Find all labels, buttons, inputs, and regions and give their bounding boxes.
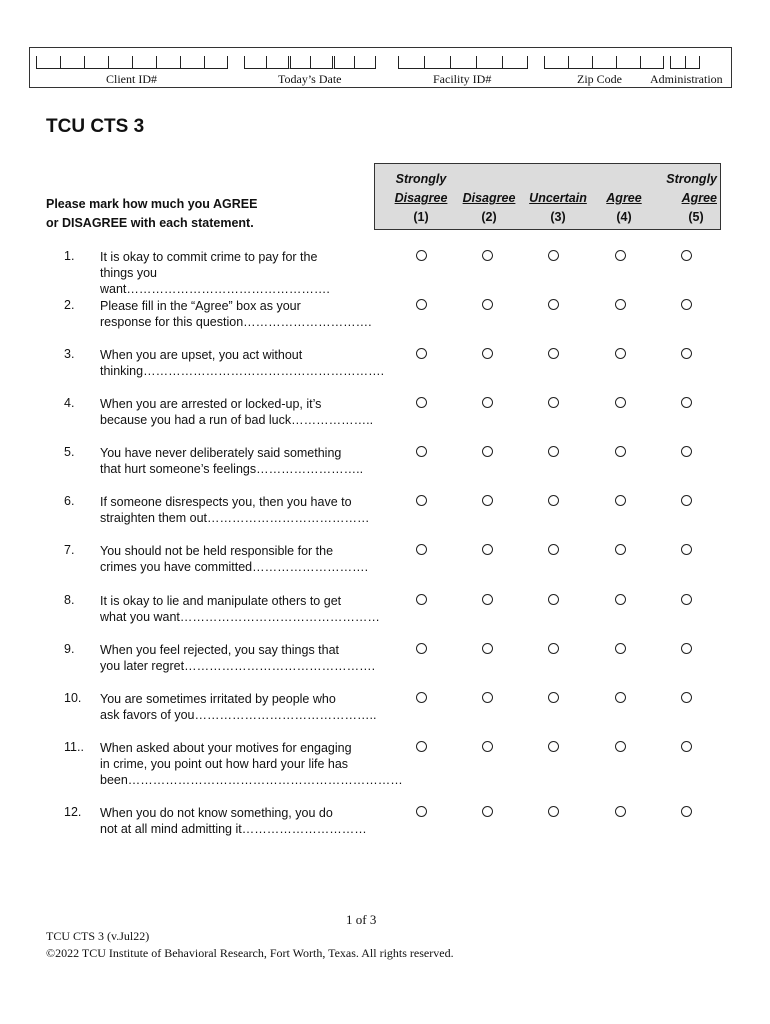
statement-text-line: When you do not know something, you do xyxy=(100,806,333,820)
form-title: TCU CTS 3 xyxy=(46,116,145,137)
id-digit-box[interactable] xyxy=(156,56,180,69)
response-option-5[interactable] xyxy=(681,692,692,703)
administration-field[interactable] xyxy=(650,48,730,88)
statement-number: 8. xyxy=(64,593,75,607)
response-option-4[interactable] xyxy=(615,397,626,408)
id-digit-box[interactable] xyxy=(132,56,156,69)
response-option-2[interactable] xyxy=(482,594,493,605)
scale-number-5: (5) xyxy=(688,210,704,224)
id-digit-box[interactable] xyxy=(616,56,640,69)
scale-strongly-agree-bottom: Agree xyxy=(681,191,717,205)
statement-text-line: When you feel rejected, you say things that xyxy=(100,643,340,657)
response-option-3[interactable] xyxy=(548,348,559,359)
response-option-4[interactable] xyxy=(615,594,626,605)
instructions xyxy=(46,195,257,233)
response-option-4[interactable] xyxy=(615,741,626,752)
statement-text-line: that hurt someone’s feelings…………………….. xyxy=(100,462,364,476)
statement-text-line: in crime, you point out how hard your life has xyxy=(100,757,349,771)
instructions-line-1: Please mark how much you AGREE xyxy=(46,197,258,211)
response-option-5[interactable] xyxy=(681,250,692,261)
statement-text-line: When you are arrested or locked-up, it’s xyxy=(100,397,322,411)
response-option-1[interactable] xyxy=(416,348,427,359)
response-option-2[interactable] xyxy=(482,741,493,752)
footer-version: TCU CTS 3 (v.Jul22) xyxy=(46,929,150,943)
statement-text-line: thinking…………………………………………………. xyxy=(100,364,385,378)
statement-text xyxy=(100,593,385,625)
response-option-4[interactable] xyxy=(615,692,626,703)
response-option-3[interactable] xyxy=(548,741,559,752)
response-option-5[interactable] xyxy=(681,643,692,654)
administration-label: Administration xyxy=(650,72,723,86)
id-digit-box[interactable] xyxy=(398,56,424,69)
scale-uncertain xyxy=(527,170,589,227)
statement-number: 1. xyxy=(64,249,75,263)
statement-text-line: straighten them out………………………………… xyxy=(100,511,370,525)
statement-text-line: You should not be held responsible for the xyxy=(100,544,334,558)
response-option-4[interactable] xyxy=(615,806,626,817)
statement-text xyxy=(100,298,385,330)
id-digit-box[interactable] xyxy=(204,56,228,69)
statement-number: 4. xyxy=(64,396,75,410)
response-option-1[interactable] xyxy=(416,544,427,555)
response-option-1[interactable] xyxy=(416,806,427,817)
scale-strongly-disagree-bottom: Disagree xyxy=(394,191,448,205)
response-option-3[interactable] xyxy=(548,594,559,605)
zip-code-field[interactable] xyxy=(544,48,662,88)
statement-text-line: You are sometimes irritated by people who xyxy=(100,692,336,706)
client-id-label: Client ID# xyxy=(106,72,157,86)
todays-date-label: Today’s Date xyxy=(278,72,342,86)
response-option-4[interactable] xyxy=(615,299,626,310)
statement-text-line: response for this question…………………………. xyxy=(100,315,372,329)
response-option-4[interactable] xyxy=(615,495,626,506)
response-option-1[interactable] xyxy=(416,495,427,506)
response-option-5[interactable] xyxy=(681,348,692,359)
scale-number-3: (3) xyxy=(550,210,566,224)
response-option-4[interactable] xyxy=(615,643,626,654)
statement-text xyxy=(100,543,385,575)
response-option-4[interactable] xyxy=(615,544,626,555)
id-box xyxy=(29,47,732,88)
statement-text-line: things you want…………………………………………. xyxy=(100,266,330,296)
statement-text xyxy=(100,445,385,477)
statement-text-line: It is okay to lie and manipulate others to get xyxy=(100,594,342,608)
statement-text xyxy=(100,740,403,788)
response-option-3[interactable] xyxy=(548,692,559,703)
statement-text xyxy=(100,249,385,297)
response-option-1[interactable] xyxy=(416,250,427,261)
statement-text xyxy=(100,347,385,379)
scale-number-2: (2) xyxy=(481,210,497,224)
response-option-2[interactable] xyxy=(482,250,493,261)
statement-number: 7. xyxy=(64,543,75,557)
statement-text-line: you later regret………………………………………. xyxy=(100,659,376,673)
statement-text xyxy=(100,494,385,526)
id-digit-box[interactable] xyxy=(84,56,108,69)
response-option-5[interactable] xyxy=(681,544,692,555)
response-option-5[interactable] xyxy=(681,299,692,310)
response-option-3[interactable] xyxy=(548,446,559,457)
response-option-4[interactable] xyxy=(615,348,626,359)
response-option-3[interactable] xyxy=(548,250,559,261)
response-option-1[interactable] xyxy=(416,446,427,457)
scale-uncertain-label: Uncertain xyxy=(529,191,587,205)
response-option-3[interactable] xyxy=(548,806,559,817)
statement-text-line: You have never deliberately said something xyxy=(100,446,342,460)
statement-number: 5. xyxy=(64,445,75,459)
response-option-5[interactable] xyxy=(681,397,692,408)
statement-text-line: not at all mind admitting it………………………… xyxy=(100,822,367,836)
response-option-5[interactable] xyxy=(681,741,692,752)
response-option-3[interactable] xyxy=(548,643,559,654)
scale-strongly-disagree-top: Strongly xyxy=(395,172,447,186)
response-scale-header xyxy=(374,163,721,230)
response-option-5[interactable] xyxy=(681,446,692,457)
response-option-2[interactable] xyxy=(482,806,493,817)
zip-code-label: Zip Code xyxy=(577,72,622,86)
scale-agree-label: Agree xyxy=(606,191,642,205)
id-digit-box[interactable] xyxy=(502,56,528,69)
page-number: 1 of 3 xyxy=(346,912,377,927)
id-digit-box[interactable] xyxy=(670,56,685,69)
response-option-1[interactable] xyxy=(416,741,427,752)
id-digit-box[interactable] xyxy=(310,56,332,69)
facility-id-label: Facility ID# xyxy=(433,72,492,86)
statement-text-line: been………………………………………………………… xyxy=(100,773,403,787)
id-digit-box[interactable] xyxy=(685,56,700,69)
response-option-2[interactable] xyxy=(482,495,493,506)
response-option-5[interactable] xyxy=(681,495,692,506)
response-option-1[interactable] xyxy=(416,643,427,654)
id-digit-box[interactable] xyxy=(60,56,84,69)
id-digit-box[interactable] xyxy=(288,56,310,69)
response-option-1[interactable] xyxy=(416,299,427,310)
response-option-1[interactable] xyxy=(416,397,427,408)
statement-text xyxy=(100,396,385,428)
response-option-2[interactable] xyxy=(482,643,493,654)
id-digit-box[interactable] xyxy=(544,56,568,69)
statement-text-line: If someone disrespects you, then you have to xyxy=(100,495,352,509)
statement-text-line: It is okay to commit crime to pay for the xyxy=(100,250,318,264)
scale-disagree xyxy=(461,170,517,227)
response-option-1[interactable] xyxy=(416,692,427,703)
response-option-2[interactable] xyxy=(482,446,493,457)
statement-text xyxy=(100,805,385,837)
response-option-3[interactable] xyxy=(548,299,559,310)
client-id-field[interactable] xyxy=(36,48,232,88)
response-option-1[interactable] xyxy=(416,594,427,605)
response-option-5[interactable] xyxy=(681,806,692,817)
response-option-2[interactable] xyxy=(482,299,493,310)
statement-text-line: ask favors of you…………………………………….. xyxy=(100,708,377,722)
statement-text-line: When asked about your motives for engaging xyxy=(100,741,352,755)
statement-text-line: When you are upset, you act without xyxy=(100,348,303,362)
statement-text xyxy=(100,642,385,674)
response-option-3[interactable] xyxy=(548,397,559,408)
scale-number-4: (4) xyxy=(616,210,632,224)
statement-text-line: crimes you have committed………………………. xyxy=(100,560,369,574)
statement-text-line: because you had a run of bad luck……………….. xyxy=(100,413,374,427)
response-option-4[interactable] xyxy=(615,250,626,261)
id-digit-box[interactable] xyxy=(450,56,476,69)
statement-number: 3. xyxy=(64,347,75,361)
response-option-2[interactable] xyxy=(482,692,493,703)
statement-number: 6. xyxy=(64,494,75,508)
statement-text xyxy=(100,691,385,723)
id-digit-box[interactable] xyxy=(180,56,204,69)
id-digit-box[interactable] xyxy=(36,56,60,69)
id-digit-box[interactable] xyxy=(108,56,132,69)
scale-strongly-disagree xyxy=(389,170,453,227)
response-option-2[interactable] xyxy=(482,544,493,555)
id-digit-box[interactable] xyxy=(476,56,502,69)
statement-number: 10. xyxy=(64,691,82,705)
response-option-2[interactable] xyxy=(482,348,493,359)
id-digit-box[interactable] xyxy=(354,56,376,69)
statement-number: 12. xyxy=(64,805,82,819)
scale-strongly-agree-top: Strongly xyxy=(666,172,717,186)
id-digit-box[interactable] xyxy=(592,56,616,69)
statement-number: 9. xyxy=(64,642,75,656)
id-digit-box[interactable] xyxy=(568,56,592,69)
id-digit-box[interactable] xyxy=(640,56,664,69)
statement-text-line: what you want………………………………………… xyxy=(100,610,380,624)
scale-agree xyxy=(599,170,649,227)
response-option-2[interactable] xyxy=(482,397,493,408)
facility-id-field[interactable] xyxy=(398,48,528,88)
response-option-3[interactable] xyxy=(548,544,559,555)
id-digit-box[interactable] xyxy=(332,56,354,69)
footer-copyright: ©2022 TCU Institute of Behavioral Research, Fort Worth, Texas. All rights reserved. xyxy=(46,946,454,960)
response-option-4[interactable] xyxy=(615,446,626,457)
scale-strongly-agree xyxy=(653,170,717,227)
statement-text-line: Please fill in the “Agree” box as your xyxy=(100,299,301,313)
scale-disagree-label: Disagree xyxy=(462,191,516,205)
id-digit-box[interactable] xyxy=(266,56,288,69)
statement-number: 2. xyxy=(64,298,75,312)
id-digit-box[interactable] xyxy=(424,56,450,69)
statement-number: 11.. xyxy=(64,740,84,754)
todays-date-field[interactable] xyxy=(244,48,384,88)
instructions-line-2: or DISAGREE with each statement. xyxy=(46,216,254,230)
response-option-5[interactable] xyxy=(681,594,692,605)
scale-number-1: (1) xyxy=(413,210,429,224)
response-option-3[interactable] xyxy=(548,495,559,506)
id-digit-box[interactable] xyxy=(244,56,266,69)
